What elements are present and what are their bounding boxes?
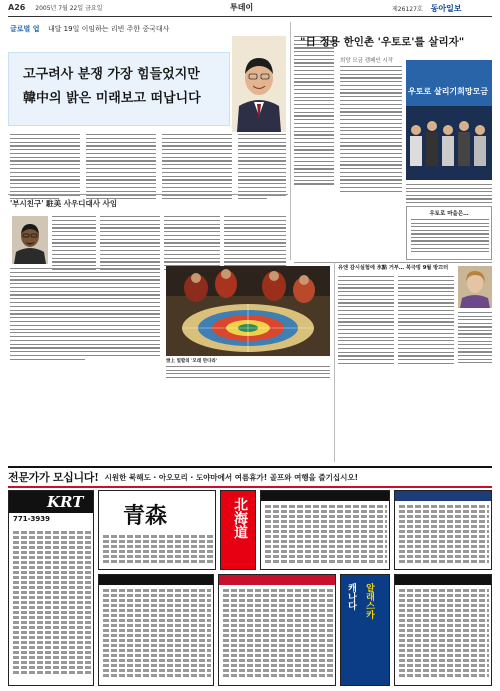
ad-aomori: [98, 490, 216, 570]
masthead-right: [392, 3, 462, 14]
ad-krt-header: [9, 491, 93, 513]
paper-logo: 동아일보: [430, 3, 462, 13]
ad-hokkaido-name: 北海道: [232, 497, 248, 539]
ad-tour-2-header: [395, 491, 491, 501]
utoro-info-box: [406, 206, 492, 260]
mandala-photo: [166, 266, 330, 356]
story2-body-col4: [224, 216, 286, 270]
ad-tour-2: [394, 490, 492, 570]
ad-tour-1-listing: [265, 505, 387, 563]
scientist-photo: [458, 266, 492, 308]
story1-body-col2: [86, 134, 156, 199]
story2-body-col1: [52, 216, 96, 270]
story2-headline: '부시친구' 駐美 사우디대사 사임: [10, 199, 118, 208]
ad-tour-4-header: [219, 575, 335, 585]
story3-divider: [294, 262, 492, 263]
saudi-portrait-icon: [12, 216, 48, 264]
ad-banner-subtitle: 시원한 북해도 · 아오모리 · 도야마에서 여름휴가! 골프와 여행을 즐기십시오!: [104, 472, 359, 482]
ad-aomori-name: 青森: [123, 503, 168, 529]
story3-body-col1: [340, 66, 402, 192]
ad-canada-name: 캐나다: [346, 583, 356, 610]
mandala-caption-lines: [166, 366, 330, 378]
ad-krt: [8, 490, 94, 686]
utoro-photo-caption: [406, 184, 492, 203]
ambassador-photo: [232, 36, 286, 132]
ad-krt-phone: 771-3939: [13, 515, 50, 523]
story4-body-col2: [398, 276, 454, 364]
story1-body-col4: [238, 134, 286, 199]
ad-hokkaido: [220, 490, 256, 570]
story1-body-col3: [162, 134, 232, 199]
ad-tour-5: [394, 574, 492, 686]
column-divider: [290, 22, 291, 260]
ad-banner: [8, 470, 492, 484]
section-title: 투데이: [230, 3, 254, 12]
story4-headline: 유엔 감시실험에 氷點 거부… 북극빙 9월 방끄터: [338, 265, 449, 271]
utoro-banner-text: 우토로 살리기희망모금: [408, 87, 489, 96]
ad-tour-1: [260, 490, 390, 570]
story1-headline-box: [8, 52, 230, 126]
ad-krt-name: KRT: [47, 493, 84, 511]
column-divider-2: [334, 262, 335, 462]
story1-body-col5: [294, 36, 334, 185]
ambassador-portrait-icon: [232, 36, 286, 132]
utoro-photo: [406, 60, 492, 180]
ad-tour-2-listing: [399, 505, 489, 563]
ad-aomori-listing: [103, 535, 213, 563]
story2-body-col3: [164, 216, 220, 270]
story1-body-col1: [10, 134, 80, 199]
ad-tour-5-header: [395, 575, 491, 585]
utoro-info-title: 우토로 마을은…: [429, 211, 469, 217]
ad-tour-3-listing: [103, 589, 211, 677]
ad-tour-4-listing: [223, 589, 333, 677]
ad-tour-4: [218, 574, 336, 686]
page-number-area: [8, 3, 102, 12]
story1-headline-line1: 고구려사 분쟁 가장 힘들었지만: [23, 67, 200, 82]
utoro-info-lines: [411, 219, 489, 252]
mandala-scene-icon: [166, 266, 330, 356]
story1-headline-line2: 韓中의 밝은 미래보고 떠납니다: [23, 91, 201, 106]
story3-subhead: 희망 모금 캠페인 시작: [340, 58, 394, 64]
issue-date: 2005년 7월 22일 금요일: [35, 5, 103, 12]
story1-kicker-sub: 내달 19일 이임하는 리빈 주한 중국대사: [47, 25, 170, 33]
page-number: A26: [8, 3, 26, 12]
ad-tour-1-header: [261, 491, 389, 501]
ad-krt-listing: [13, 531, 91, 674]
ad-tour-5-listing: [399, 589, 489, 677]
scientist-portrait-icon: [458, 266, 492, 308]
mandala-caption: [166, 358, 330, 364]
story2-body-col2: [100, 216, 160, 270]
story1-kicker: 글로벌 업: [10, 25, 40, 33]
ad-red-rule: [8, 486, 492, 488]
utoro-rally-icon: [406, 60, 492, 180]
story1-divider: [8, 194, 288, 195]
story2-body-bottom: [10, 268, 160, 360]
saudi-ambassador-photo: [12, 216, 48, 264]
story4-body-col1: [338, 276, 394, 364]
story3-headline: "日 정용 한인촌 '우토로'를 살리자": [300, 36, 465, 48]
mandala-caption-label: 世上 빛깔의 '모래 만다라': [166, 359, 218, 364]
issue-number: 제26127호: [392, 6, 423, 13]
ad-tour-3: [98, 574, 214, 686]
ad-banner-title: 전문가가 모십니다!: [8, 471, 99, 484]
story1-kicker-row: [10, 24, 169, 34]
ad-canada: [340, 574, 390, 686]
ad-alaska-name: 알래스카: [364, 583, 374, 619]
header-rule: [8, 16, 492, 17]
story4-body-col3: [458, 312, 492, 363]
ad-tour-3-header: [99, 575, 213, 585]
